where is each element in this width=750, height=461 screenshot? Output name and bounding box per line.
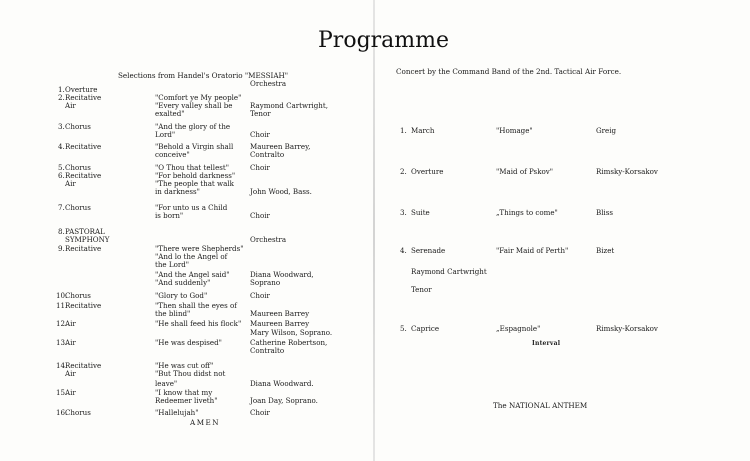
item-text: the Lord" bbox=[155, 260, 190, 269]
item-type: Recitative bbox=[65, 361, 102, 370]
item-performer: Maureen Barrey bbox=[250, 319, 310, 328]
item-text: "There were Shepherds" bbox=[155, 244, 244, 253]
band-item-type: Suite bbox=[411, 208, 430, 217]
band-item-composer: Greig bbox=[596, 126, 617, 135]
item-text: "Behold a Virgin shall bbox=[155, 142, 234, 151]
band-item-number: 3. bbox=[400, 208, 407, 217]
item-text: "Then shall the eyes of bbox=[155, 301, 237, 310]
item-text: "Every valley shall be bbox=[155, 101, 233, 110]
band-item-composer: Bizet bbox=[596, 246, 615, 255]
band-heading: Concert by the Command Band of the 2nd. Tactical Air Force. bbox=[396, 67, 622, 76]
item-type: SYMPHONY bbox=[65, 235, 110, 244]
item-text: Redeemer liveth" bbox=[155, 396, 218, 405]
item-text: exalted" bbox=[155, 109, 185, 118]
band-item-title: "Maid of Pskov" bbox=[496, 167, 554, 176]
item-text: "He was cut off" bbox=[155, 361, 214, 370]
item-text: "He was despised" bbox=[155, 338, 222, 347]
item-number: 9. bbox=[58, 244, 65, 253]
band-item-composer: Bliss bbox=[596, 208, 614, 217]
orchestra-label: Orchestra bbox=[250, 79, 287, 88]
item-performer: John Wood, Bass. bbox=[250, 187, 312, 196]
item-text: "For behold darkness" bbox=[155, 171, 236, 180]
item-number: 2. bbox=[58, 93, 65, 102]
band-item-title: „Things to come" bbox=[496, 208, 558, 217]
page-title: Programme bbox=[318, 28, 450, 53]
item-number: 3. bbox=[58, 122, 65, 131]
national-anthem: The NATIONAL ANTHEM bbox=[493, 401, 588, 410]
item-text: "Glory to God" bbox=[155, 291, 208, 300]
item-text: "He shall feed his flock" bbox=[155, 319, 242, 328]
item-number: 13. bbox=[56, 338, 68, 347]
item-performer: Choir bbox=[250, 408, 270, 417]
serenade-voice: Tenor bbox=[411, 285, 432, 294]
item-number: 4. bbox=[58, 142, 65, 151]
item-text: Lord" bbox=[155, 130, 176, 139]
band-item-number: 2. bbox=[400, 167, 407, 176]
item-type: Air bbox=[65, 388, 76, 397]
band-item-composer: Rimsky-Korsakov bbox=[596, 167, 658, 176]
item-performer: Mary Wilson, Soprano. bbox=[250, 328, 333, 337]
item-text: "Comfort ye My people" bbox=[155, 93, 242, 102]
item-text: "The people that walk bbox=[155, 179, 234, 188]
item-performer: Choir bbox=[250, 163, 270, 172]
item-performer: Choir bbox=[250, 291, 270, 300]
page-fold bbox=[373, 0, 375, 461]
item-text: is born" bbox=[155, 211, 184, 220]
item-number: 6. bbox=[58, 171, 65, 180]
band-item-number: 1. bbox=[400, 126, 407, 135]
band-item-number: 4. bbox=[400, 246, 407, 255]
item-number: 5. bbox=[58, 163, 65, 172]
item-text: "And suddenly" bbox=[155, 278, 211, 287]
item-type: Air bbox=[65, 179, 76, 188]
item-type: Recitative bbox=[65, 301, 102, 310]
item-number: 16. bbox=[56, 408, 68, 417]
item-number: 7. bbox=[58, 203, 65, 212]
item-number: 11. bbox=[56, 301, 68, 310]
item-performer: Choir bbox=[250, 130, 270, 139]
messiah-heading: Selections from Handel's Oratorio "MESSIAH" bbox=[118, 71, 289, 80]
item-number: 15. bbox=[56, 388, 68, 397]
item-type: Chorus bbox=[65, 203, 91, 212]
item-performer: Catherine Robertson, bbox=[250, 338, 328, 347]
item-number: 14. bbox=[56, 361, 68, 370]
item-text: the blind" bbox=[155, 309, 191, 318]
band-item-title: "Homage" bbox=[496, 126, 533, 135]
item-type: Overture bbox=[65, 85, 98, 94]
item-text: "But Thou didst not bbox=[155, 369, 226, 378]
item-performer: Contralto bbox=[250, 150, 285, 159]
item-performer: Maureen Barrey, bbox=[250, 142, 311, 151]
band-item-title: „Espagnole" bbox=[496, 324, 541, 333]
item-number: 10. bbox=[56, 291, 68, 300]
item-type: PASTORAL bbox=[65, 227, 105, 236]
item-type: Recitative bbox=[65, 171, 102, 180]
item-type: Chorus bbox=[65, 291, 91, 300]
item-type: Air bbox=[65, 319, 76, 328]
band-item-title: "Fair Maid of Perth" bbox=[496, 246, 569, 255]
item-text: conceive" bbox=[155, 150, 190, 159]
item-type: Air bbox=[65, 369, 76, 378]
item-performer: Joan Day, Soprano. bbox=[250, 396, 318, 405]
item-text: "I know that my bbox=[155, 388, 213, 397]
item-text: "Hallelujah" bbox=[155, 408, 199, 417]
band-item-type: March bbox=[411, 126, 435, 135]
band-item-composer: Rimsky-Korsakov bbox=[596, 324, 658, 333]
item-number: 1. bbox=[58, 85, 65, 94]
item-text: "And the glory of the bbox=[155, 122, 231, 131]
item-type: Recitative bbox=[65, 244, 102, 253]
item-type: Recitative bbox=[65, 142, 102, 151]
item-performer: Maureen Barrey bbox=[250, 309, 310, 318]
item-type: Air bbox=[65, 338, 76, 347]
band-item-type: Overture bbox=[411, 167, 444, 176]
item-number: 12. bbox=[56, 319, 68, 328]
item-number: 8. bbox=[58, 227, 65, 236]
item-text: leave" bbox=[155, 379, 178, 388]
item-type: Chorus bbox=[65, 122, 91, 131]
item-performer: Choir bbox=[250, 211, 270, 220]
item-performer: Raymond Cartwright, bbox=[250, 101, 328, 110]
item-text: in darkness" bbox=[155, 187, 200, 196]
item-text: "For unto us a Child bbox=[155, 203, 228, 212]
item-text: "O Thou that tellest" bbox=[155, 163, 230, 172]
amen-text: AMEN bbox=[190, 418, 221, 427]
band-item-type: Caprice bbox=[411, 324, 440, 333]
item-performer: Tenor bbox=[250, 109, 271, 118]
band-item-type: Serenade bbox=[411, 246, 446, 255]
item-text: "And lo the Angel of bbox=[155, 252, 228, 261]
item-type: Air bbox=[65, 101, 76, 110]
item-type: Chorus bbox=[65, 408, 91, 417]
item-performer: Diana Woodward, bbox=[250, 270, 314, 279]
interval-label: Interval bbox=[532, 340, 561, 347]
serenade-performer: Raymond Cartwright bbox=[411, 267, 487, 276]
item-type: Recitative bbox=[65, 93, 102, 102]
band-item-number: 5. bbox=[400, 324, 407, 333]
item-performer: Contralto bbox=[250, 346, 285, 355]
item-text: "And the Angel said" bbox=[155, 270, 230, 279]
item-performer: Orchestra bbox=[250, 235, 287, 244]
item-performer: Diana Woodward. bbox=[250, 379, 314, 388]
item-type: Chorus bbox=[65, 163, 91, 172]
item-performer: Soprano bbox=[250, 278, 281, 287]
